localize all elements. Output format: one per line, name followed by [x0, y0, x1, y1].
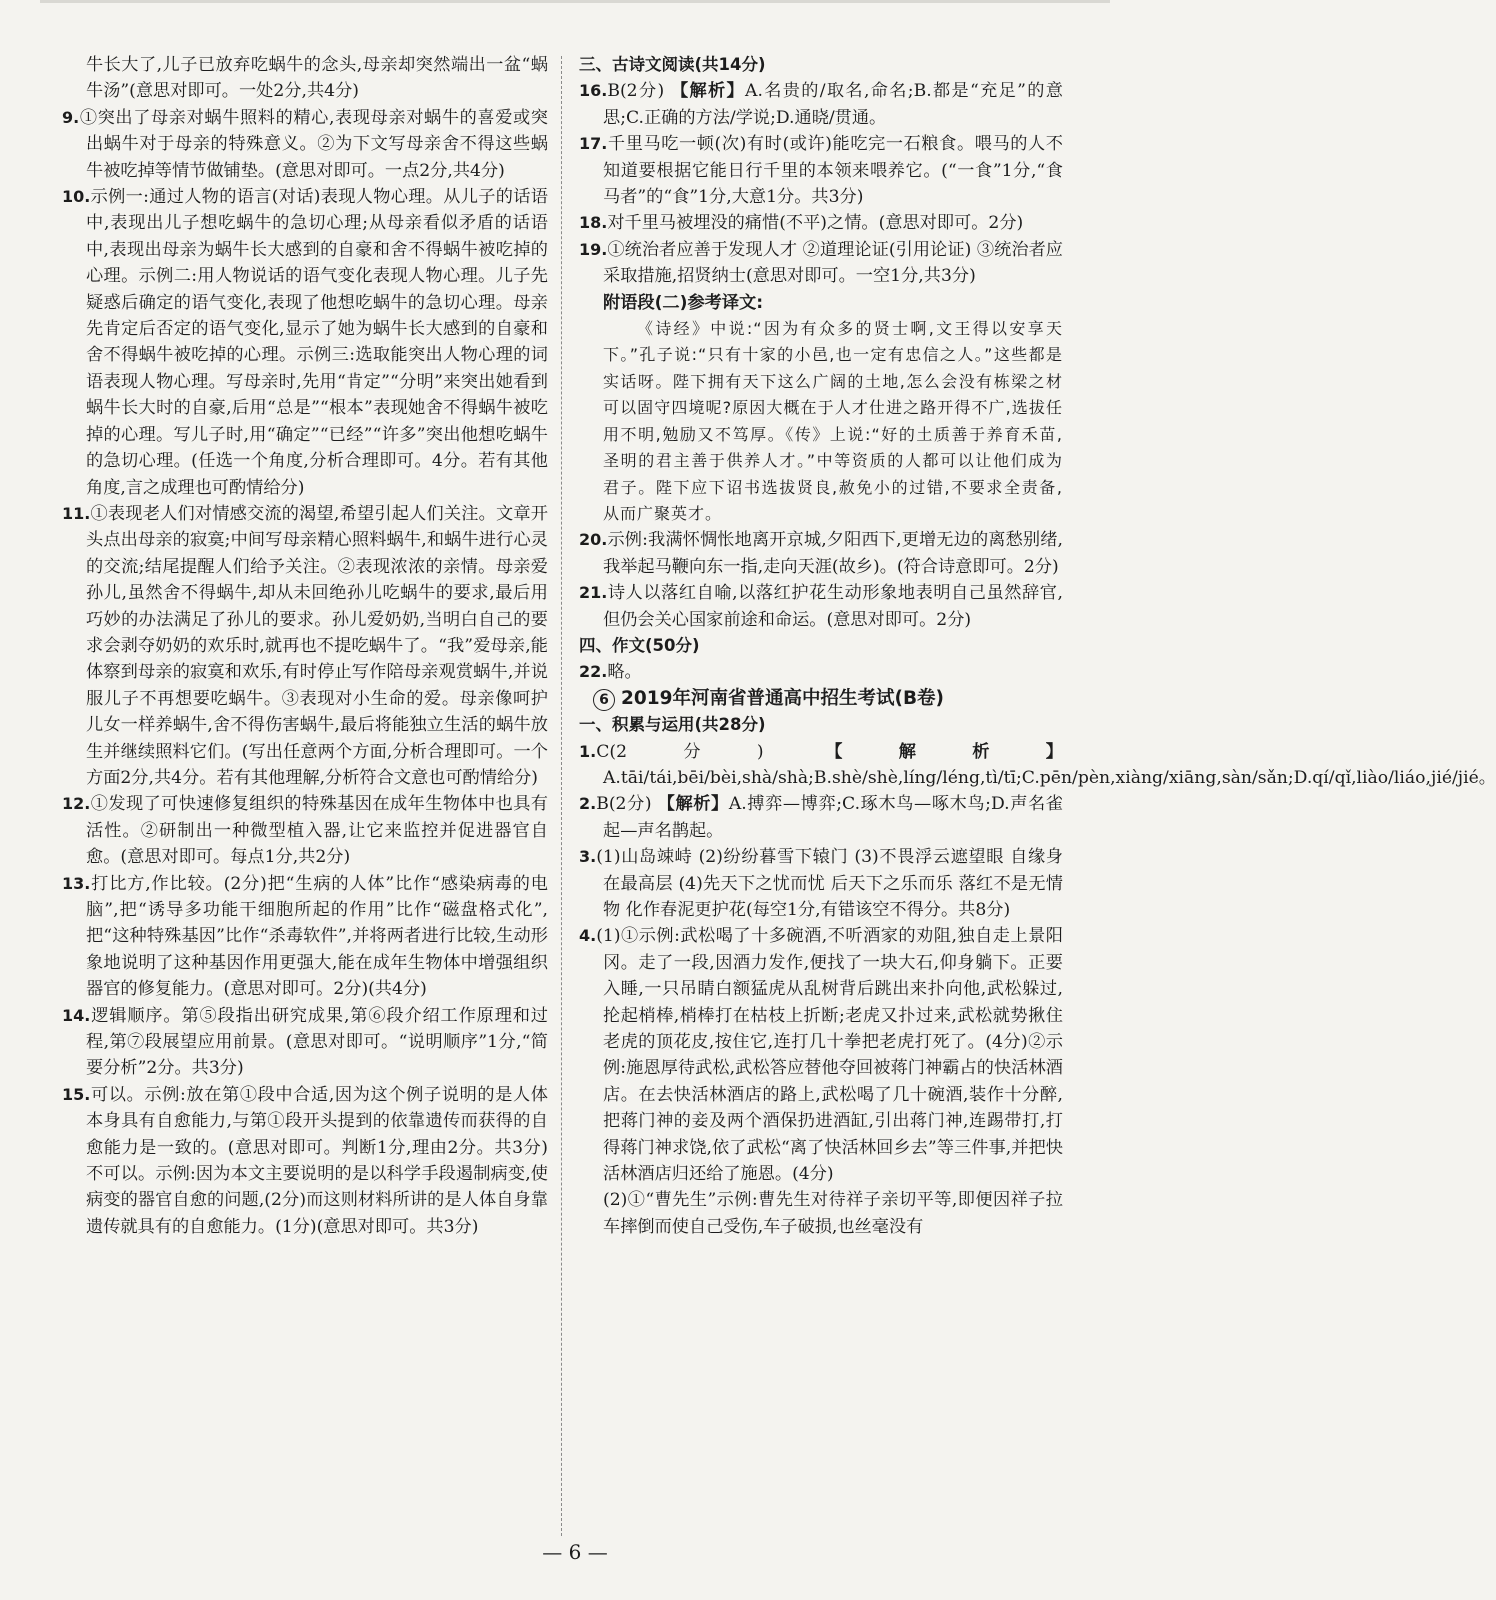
answer-item [579, 791, 1063, 844]
answer-number: 13. [62, 873, 91, 893]
answer-text: 对千里马被埋没的痛惜(不平)之情。(意思对即可。2分) [607, 213, 1024, 234]
answer-item [62, 105, 548, 184]
answer-item [579, 739, 1496, 792]
answer-number: 15. [62, 1084, 91, 1104]
answer-item [62, 1003, 548, 1082]
answer-text: 千里马吃一顿(次)有时(或许)能吃完一石粮食。喂马的人不知道要根据它能日行千里的本领来喂养它。(“一食”1分,“食马者”的“食”1分,大意1分。共3分) [603, 134, 1063, 208]
translation-heading: 附语段(二)参考译文: [603, 292, 764, 313]
answer-item [579, 131, 1063, 210]
section-heading: 四、作文(50分) [579, 635, 700, 655]
answer-number: 12. [62, 794, 91, 814]
answer-number: 9. [62, 107, 80, 127]
answer-item [579, 210, 1063, 236]
answer-text: (1)①示例:武松喝了十多碗酒,不听酒家的劝阻,独自走上景阳冈。走了一段,因酒力发作,便找了一块大石,仰身躺下。正要入睡,一只吊睛白额猛虎从乱树背后跳出来扑向他,武松躲过,抡起梢棒,梢棒打在枯枝上折断;老虎又扑过来,武松就势揪住老虎的顶花皮,按住它,连打几十拳把老虎打死了。(4分)②示例:施恩厚待武松,武松答应替他夺回被蒋门神霸占的快活林酒店。在去快活林酒店的路上,武松喝了几十碗酒,装作十分醉,把蒋门神的妾及两个酒保扔进酒缸,引出蒋门神,连踢带打,打得蒋门神求饶,依了武松“离了快活林回乡去”等三件事,并把快活林酒店归还给了施恩。(4分) [596, 926, 1063, 1185]
answer-number: 1. [579, 741, 597, 761]
answer-continuation: (2)①“曹先生”示例:曹先生对待祥子亲切平等,即便因祥子拉车摔倒而使自己受伤,车子破损,也丝毫没有 [603, 1190, 1063, 1237]
answer-text: 诗人以落红自喻,以落红护花生动形象地表明自己虽然辞官,但仍会关心国家前途和命运。(意思对即可。2分) [603, 583, 1063, 630]
answer-text: C(2分) 【解析】A.tāi/tái,bēi/bèi,shà/shà;B.shè/shè,líng/léng,tì/tī;C.pēn/pèn,xiàng/xiāng,sàn/sǎn;D.qí/qǐ,liào/liáo,jié/jié。 [596, 741, 1496, 788]
right-column [579, 52, 1496, 1240]
answer-item [62, 1082, 548, 1240]
answer-number: 18. [579, 213, 608, 233]
answer-text: ①发现了可快速修复组织的特殊基因在成年生物体中也具有活性。②研制出一种微型植入器,让它来监控并促进器官自愈。(意思对即可。每点1分,共2分) [86, 794, 548, 868]
analysis-marker: 【解析】 [670, 81, 746, 102]
left-column [62, 52, 548, 1240]
answer-number: 20. [579, 530, 608, 550]
exam-title [579, 686, 1063, 712]
answer-text: B(2分) 【解析】A.名贵的/取名,命名;B.都是“充足”的意思;C.正确的方法/学说;D.通晓/贯通。 [603, 81, 1063, 128]
answer-item [579, 923, 1063, 1187]
analysis-marker: 【解析】 [825, 741, 1063, 762]
answer-number: 19. [579, 239, 608, 259]
answer-text: ①表现老人们对情感交流的渴望,希望引起人们关注。文章开头点出母亲的寂寞;中间写母亲精心照料蜗牛,和蜗牛进行心灵的交流;结尾提醒人们给予关注。②表现浓浓的亲情。母亲爱孙儿,虽然舍不得蜗牛,却从未回绝孙儿吃蜗牛的要求,最后用巧妙的办法满足了孙儿的要求。孙儿爱奶奶,当明白自己的要求会剥夺奶奶的欢乐时,就再也不提吃蜗牛了。“我”爱母亲,能体察到母亲的寂寞和欢乐,有时停止写作陪母亲观赏蜗牛,并说服儿子不再想要吃蜗牛。③表现对小生命的爱。母亲像呵护儿女一样养蜗牛,舍不得伤害蜗牛,最后将能独立生活的蜗牛放生并继续照料它们。(写出任意两个方面,分析合理即可。一个方面2分,共4分。若有其他理解,分析符合文意也可酌情给分) [86, 503, 548, 788]
answer-text: (1)山岛竦峙 (2)纷纷暮雪下辕门 (3)不畏浮云遮望眼 自缘身在最高层 (4)先天下之忧而忧 后天下之乐而乐 落红不是无情物 化作春泥更护花(每空1分,有错该空不得分。共8分) [596, 847, 1063, 920]
answer-number: 14. [62, 1005, 91, 1025]
answer-text: 示例:我满怀惆怅地离开京城,夕阳西下,更增无边的离愁别绪,我举起马鞭向东一指,走向天涯(故乡)。(符合诗意即可。2分) [603, 530, 1063, 577]
answer-item [579, 527, 1063, 580]
column-divider [561, 56, 562, 1536]
answer-item [62, 871, 548, 1003]
answer-text: 可以。示例:放在第①段中合适,因为这个例子说明的是人体本身具有自愈能力,与第①段开头提到的依靠遗传而获得的自愈能力是一致的。(意思对即可。判断1分,理由2分。共3分)不可以。示例:因为本文主要说明的是以科学手段遏制病变,使病变的器官自愈的问题,(2分)而这则材料所讲的是人体自身靠遗传就具有的自愈能力。(1分)(意思对即可。共3分) [86, 1084, 548, 1237]
answer-number: 2. [579, 794, 597, 814]
answer-text: 略。 [607, 662, 642, 683]
exam-number-badge: 6 [593, 689, 615, 711]
answer-number: 21. [579, 583, 608, 603]
analysis-marker: 【解析】 [657, 794, 729, 815]
page-number: — 6 — [542, 1540, 608, 1564]
answer-text: ①突出了母亲对蜗牛照料的精心,表现母亲对蜗牛的喜爱或突出蜗牛对于母亲的特殊意义。②为下文写母亲舍不得这些蜗牛被吃掉等情节做铺垫。(意思对即可。一点2分,共4分) [79, 107, 548, 181]
answer-item [62, 791, 548, 870]
answer-text: B(2分) 【解析】A.搏弈—博弈;C.琢木鸟—啄木鸟;D.声名雀起—声名鹊起。 [596, 794, 1063, 841]
answer-text: ①统治者应善于发现人才 ②道理论证(引用论证) ③统治者应采取措施,招贤纳士(意思对即可。一空1分,共3分) [603, 239, 1063, 287]
answer-item [579, 78, 1063, 131]
section-heading: 三、古诗文阅读(共14分) [579, 55, 766, 74]
translation-text: 《诗经》中说:“因为有众多的贤士啊,文王得以安享天下。”孔子说:“只有十家的小邑,也一定有忠信之人。”这些都是实话呀。陛下拥有天下这么广阔的土地,怎么会没有栋梁之材可以固守四境呢?原因大概在于人才仕进之路开得不广,选拔任用不明,勉励又不笃厚。《传》上说:“好的土质善于养育禾苗,圣明的君主善于供养人才。”中等资质的人都可以让他们成为君子。陛下应下诏书选拔贤良,赦免小的过错,不要求全责备,从而广聚英才。 [603, 319, 1063, 523]
answer-number: 3. [579, 847, 597, 867]
answer-text: 打比方,作比较。(2分)把“生病的人体”比作“感染病毒的电脑”,把“诱导多功能干细胞所起的作用”比作“磁盘格式化”,把“这种特殊基因”比作“杀毒软件”,并将两者进行比较,生动形象地说明了这种基因作用更强大,能在成年生物体中增强组织器官的修复能力。(意思对即可。2分)(共4分) [86, 873, 548, 1000]
top-edge [40, 0, 1110, 3]
answer-text: 示例一:通过人物的语言(对话)表现人物心理。从儿子的话语中,表现出儿子想吃蜗牛的急切心理;从母亲看似矛盾的话语中,表现出母亲为蜗牛长大感到的自豪和舍不得蜗牛被吃掉的心理。示例二:用人物说话的语气变化表现人物心理。儿子先疑惑后确定的语气变化,表现了他想吃蜗牛的急切心理。母亲先肯定后否定的语气变化,显示了她为蜗牛长大感到的自豪和舍不得蜗牛被吃掉的心理。示例三:选取能突出人物心理的词语表现人物心理。写母亲时,先用“肯定”“分明”来突出她看到蜗牛长大时的自豪,后用“总是”“根本”表现她舍不得蜗牛被吃掉的心理。写儿子时,用“确定”“已经”“许多”突出他想吃蜗牛的急切心理。(任选一个角度,分析合理即可。4分。若有其他角度,言之成理也可酌情给分) [86, 187, 548, 498]
answer-number: 4. [579, 926, 597, 946]
answer-number: 16. [579, 81, 608, 101]
answer-number: 10. [62, 187, 91, 207]
answer-item [579, 237, 1063, 290]
section-heading: 一、积累与运用(共28分) [579, 715, 766, 735]
answer-number: 11. [62, 503, 91, 523]
answer-item [62, 501, 548, 791]
exam-title-text: 2019年河南省普通高中招生考试(B卷) [621, 687, 945, 709]
answer-item [579, 659, 1063, 685]
answer-item [62, 184, 548, 501]
answer-text: 逻辑顺序。第⑤段指出研究成果,第⑥段介绍工作原理和过程,第⑦段展望应用前景。(意思对即可。“说明顺序”1分,“简要分析”2分。共3分) [86, 1005, 548, 1079]
answer-number: 22. [579, 662, 608, 682]
answer-number: 17. [579, 134, 608, 154]
answer-item [579, 580, 1063, 633]
answer-item [579, 844, 1063, 923]
answer-continuation: 牛长大了,儿子已放弃吃蜗牛的念头,母亲却突然端出一盆“蜗牛汤”(意思对即可。一处2分,共4分) [86, 55, 548, 102]
